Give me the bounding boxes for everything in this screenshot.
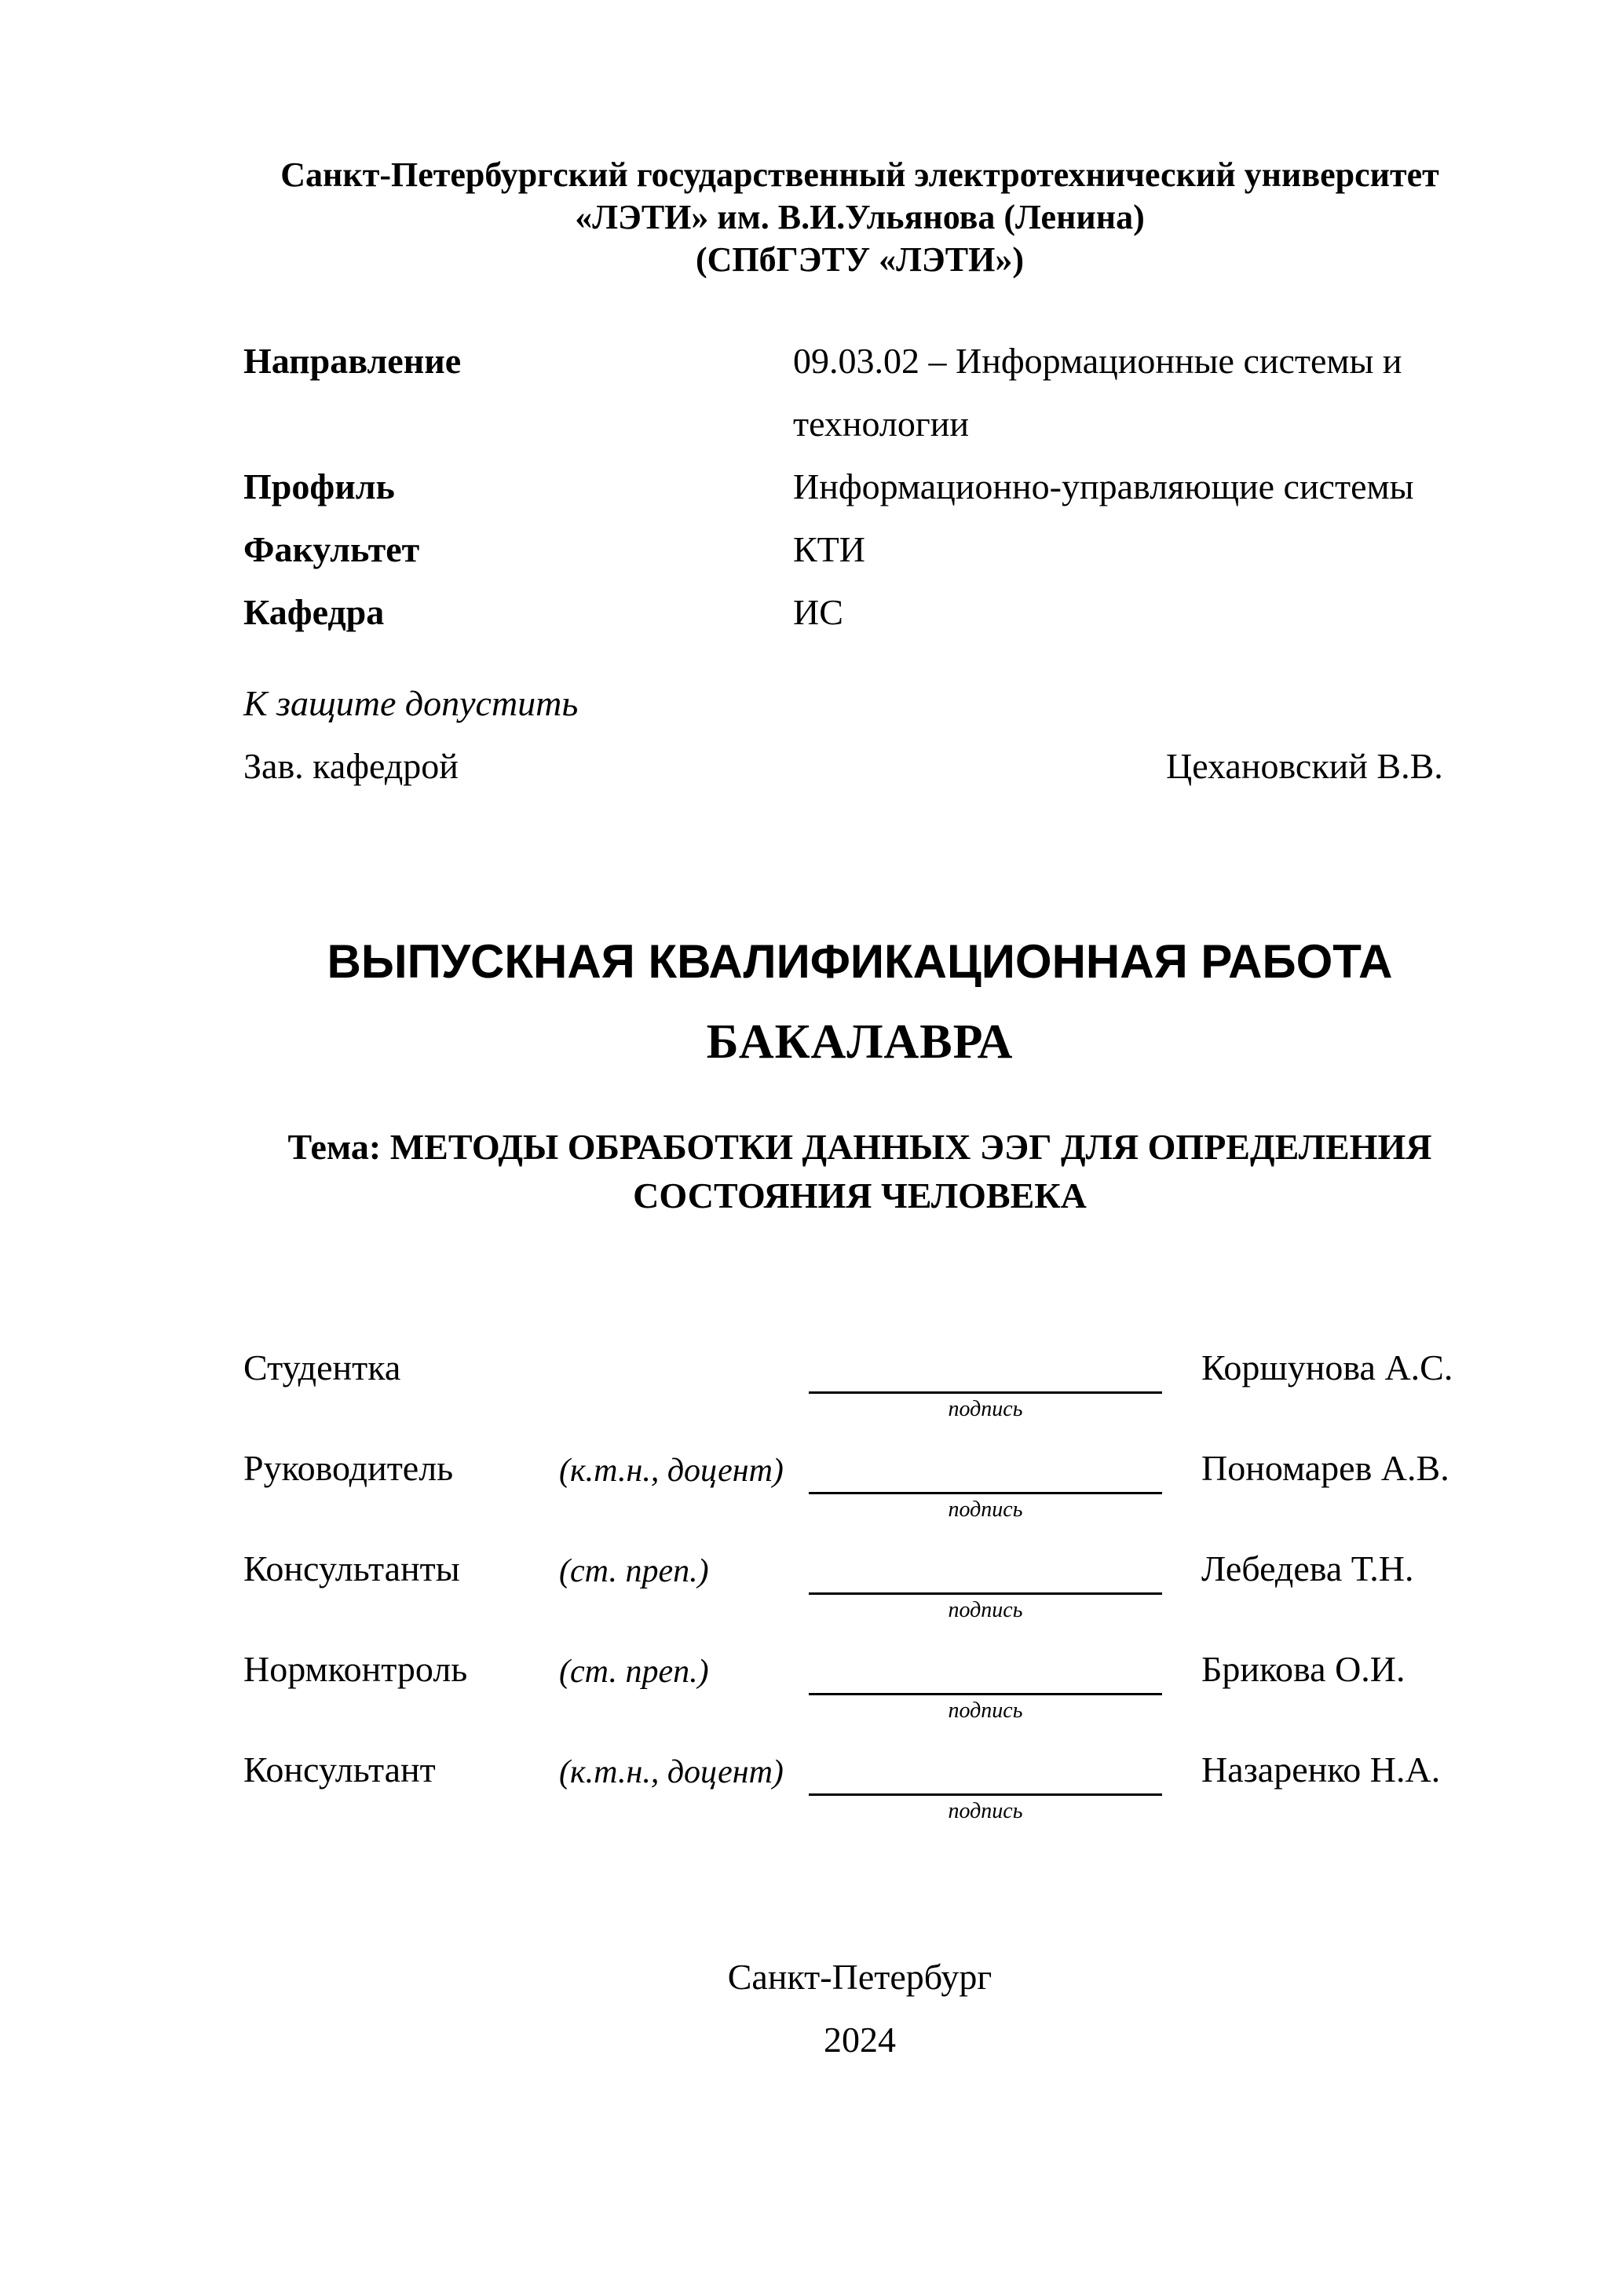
- signature-caption: подпись: [948, 1497, 1023, 1522]
- program-info: [243, 330, 1476, 644]
- work-title: ВЫПУСКНАЯ КВАЛИФИКАЦИОННАЯ РАБОТА: [327, 935, 1393, 988]
- signature-row: [243, 1446, 1476, 1547]
- university-header: [243, 154, 1476, 281]
- signature-caption: подпись: [948, 1397, 1023, 1421]
- info-value-department: ИС: [793, 592, 843, 632]
- admission-note: К защите допустить: [243, 683, 579, 723]
- signature-role: Нормконтроль: [243, 1649, 468, 1689]
- signature-line: [809, 1793, 1162, 1796]
- info-label-direction: Направление: [243, 341, 462, 381]
- info-label-faculty: Факультет: [243, 529, 420, 569]
- signature-row: [243, 1547, 1476, 1647]
- university-name-line2: «ЛЭТИ» им. В.И.Ульянова (Ленина): [575, 198, 1145, 236]
- info-value-direction: 09.03.02 – Информационные системы и технологии: [793, 341, 1402, 444]
- signature-line: [809, 1492, 1162, 1494]
- signature-row: [243, 1346, 1476, 1446]
- signature-line: [809, 1693, 1162, 1695]
- signature-caption: подпись: [948, 1598, 1023, 1622]
- signature-caption: подпись: [948, 1698, 1023, 1723]
- signature-name: Коршунова А.С.: [1201, 1347, 1453, 1387]
- signature-role: Студентка: [243, 1347, 401, 1387]
- signature-name: Пономарев А.В.: [1201, 1448, 1449, 1488]
- university-name-line3: (СПбГЭТУ «ЛЭТИ»): [696, 240, 1024, 279]
- signature-name: Назаренко Н.А.: [1201, 1749, 1441, 1790]
- signature-qualification: (ст. преп.): [559, 1553, 709, 1589]
- signature-row: [243, 1647, 1476, 1748]
- info-value-profile: Информационно-управляющие системы: [793, 466, 1414, 506]
- signature-role: Руководитель: [243, 1448, 454, 1488]
- signature-name: Брикова О.И.: [1201, 1649, 1406, 1689]
- signature-qualification: (к.т.н., доцент): [559, 1453, 784, 1489]
- footer: [243, 1946, 1476, 2071]
- signature-caption: подпись: [948, 1799, 1023, 1823]
- info-label-department: Кафедра: [243, 592, 385, 632]
- department-head-name: Цехановский В.В.: [1166, 746, 1443, 786]
- footer-city: Санкт-Петербург: [727, 1957, 992, 1997]
- footer-year: 2024: [824, 2020, 896, 2060]
- signature-row: [243, 1748, 1476, 1848]
- work-degree: БАКАЛАВРА: [706, 1015, 1014, 1069]
- signature-role: Консультанты: [243, 1548, 460, 1589]
- university-name-line1: Санкт-Петербургский государственный электротехнический университет: [280, 155, 1439, 194]
- info-label-profile: Профиль: [243, 466, 395, 506]
- signature-line: [809, 1391, 1162, 1394]
- info-value-faculty: КТИ: [793, 529, 865, 569]
- department-head-row: [243, 735, 1476, 798]
- signature-qualification: (к.т.н., доцент): [559, 1754, 784, 1790]
- signature-role: Консультант: [243, 1749, 436, 1790]
- thesis-theme: Тема: МЕТОДЫ ОБРАБОТКИ ДАННЫХ ЭЭГ ДЛЯ ОПРЕДЕЛЕНИЯ СОСТОЯНИЯ ЧЕЛОВЕКА: [287, 1127, 1432, 1216]
- department-head-label: Зав. кафедрой: [243, 746, 459, 786]
- signature-name: Лебедева Т.Н.: [1201, 1548, 1414, 1589]
- signature-qualification: (ст. преп.): [559, 1654, 709, 1690]
- signature-line: [809, 1592, 1162, 1595]
